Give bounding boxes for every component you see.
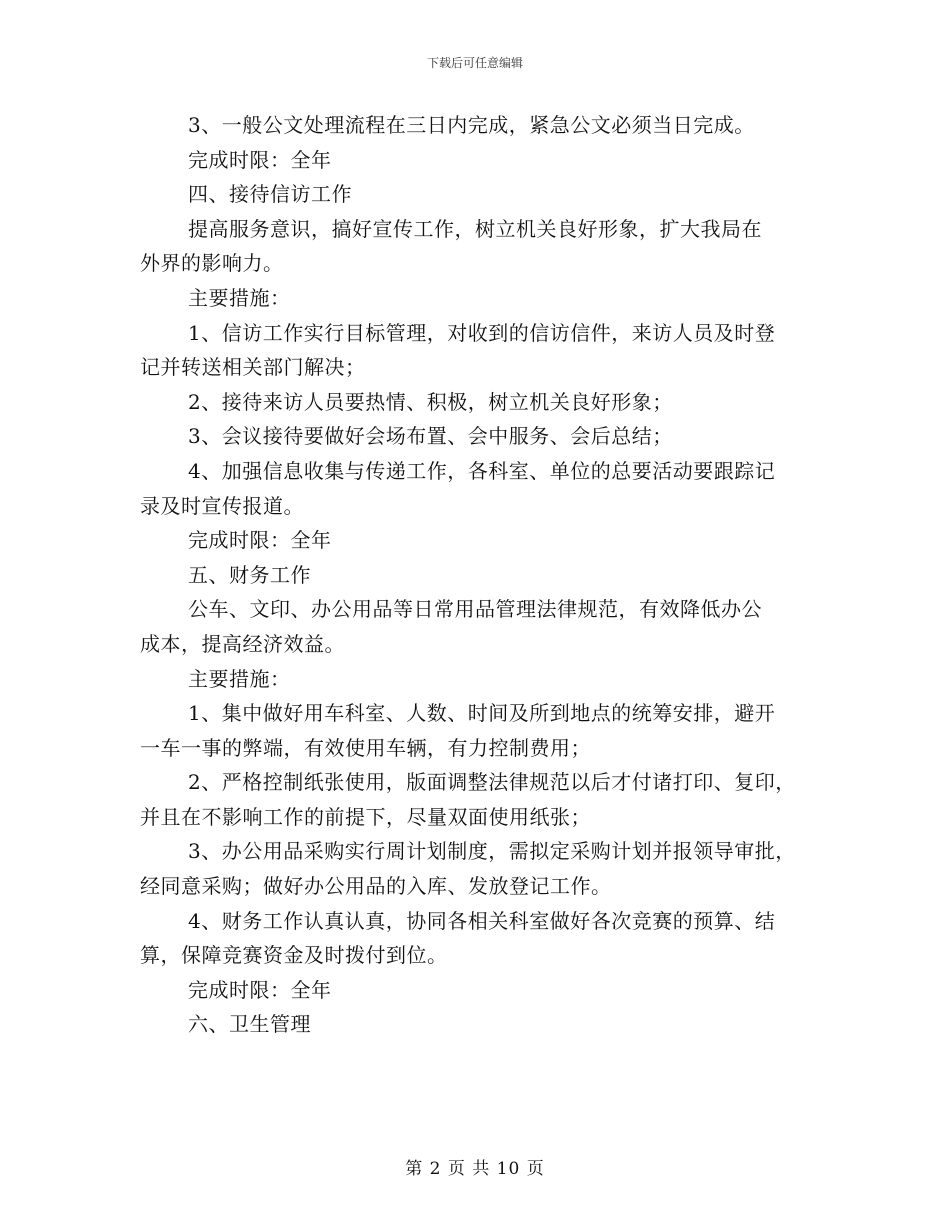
measures-heading: 主要措施： [188, 285, 291, 310]
deadline-line: 完成时限：全年 [188, 977, 332, 1002]
paragraph-line: 2、严格控制纸张使用，版面调整法律规范以后才付诸打印、复印， [188, 770, 796, 795]
page-header: 下载后可任意编辑 [426, 56, 523, 70]
paragraph-line: 提高服务意识，搞好宣传工作，树立机关良好形象，扩大我局在 [188, 216, 762, 241]
section-heading: 四、接待信访工作 [188, 182, 352, 207]
paragraph-line: 1、信访工作实行目标管理，对收到的信访信件，来访人员及时登 [188, 320, 776, 345]
deadline-line: 完成时限：全年 [188, 147, 332, 172]
paragraph-line: 3、会议接待要做好会场布置、会中服务、会后总结； [188, 424, 673, 449]
section-heading: 六、卫生管理 [188, 1012, 311, 1037]
paragraph-line: 1、集中做好用车科室、人数、时间及所到地点的统筹安排，避开 [188, 701, 776, 726]
section-heading: 五、财务工作 [188, 562, 311, 587]
paragraph-line: 录及时宣传报道。 [140, 493, 304, 518]
paragraph-line: 成本，提高经济效益。 [140, 631, 345, 656]
paragraph-line: 4、财务工作认真认真，协同各相关科室做好各次竞赛的预算、结 [188, 908, 776, 933]
paragraph-line: 公车、文印、办公用品等日常用品管理法律规范，有效降低办公 [188, 597, 762, 622]
measures-heading: 主要措施： [188, 666, 291, 691]
paragraph-line: 4、加强信息收集与传递工作，各科室、单位的总要活动要跟踪记 [188, 458, 776, 483]
paragraph-line: 一车一事的弊端，有效使用车辆，有力控制费用； [140, 735, 591, 760]
paragraph-line: 记并转送相关部门解决； [140, 355, 366, 380]
paragraph-line: 外界的影响力。 [140, 251, 284, 276]
paragraph-line: 并且在不影响工作的前提下，尽量双面使用纸张； [140, 804, 591, 829]
paragraph-line: 2、接待来访人员要热情、积极，树立机关良好形象； [188, 389, 673, 414]
paragraph-line: 算，保障竞赛资金及时拨付到位。 [140, 943, 448, 968]
page-number-footer: 第 2 页 共 10 页 [405, 1159, 545, 1179]
paragraph-line: 经同意采购；做好办公用品的入库、发放登记工作。 [140, 874, 612, 899]
document-body [140, 108, 810, 1042]
paragraph-line: 3、一般公文处理流程在三日内完成，紧急公文必须当日完成。 [188, 113, 755, 137]
deadline-line: 完成时限：全年 [188, 528, 332, 553]
paragraph-line: 3、办公用品采购实行周计划制度，需拟定采购计划并报领导审批， [188, 839, 796, 864]
